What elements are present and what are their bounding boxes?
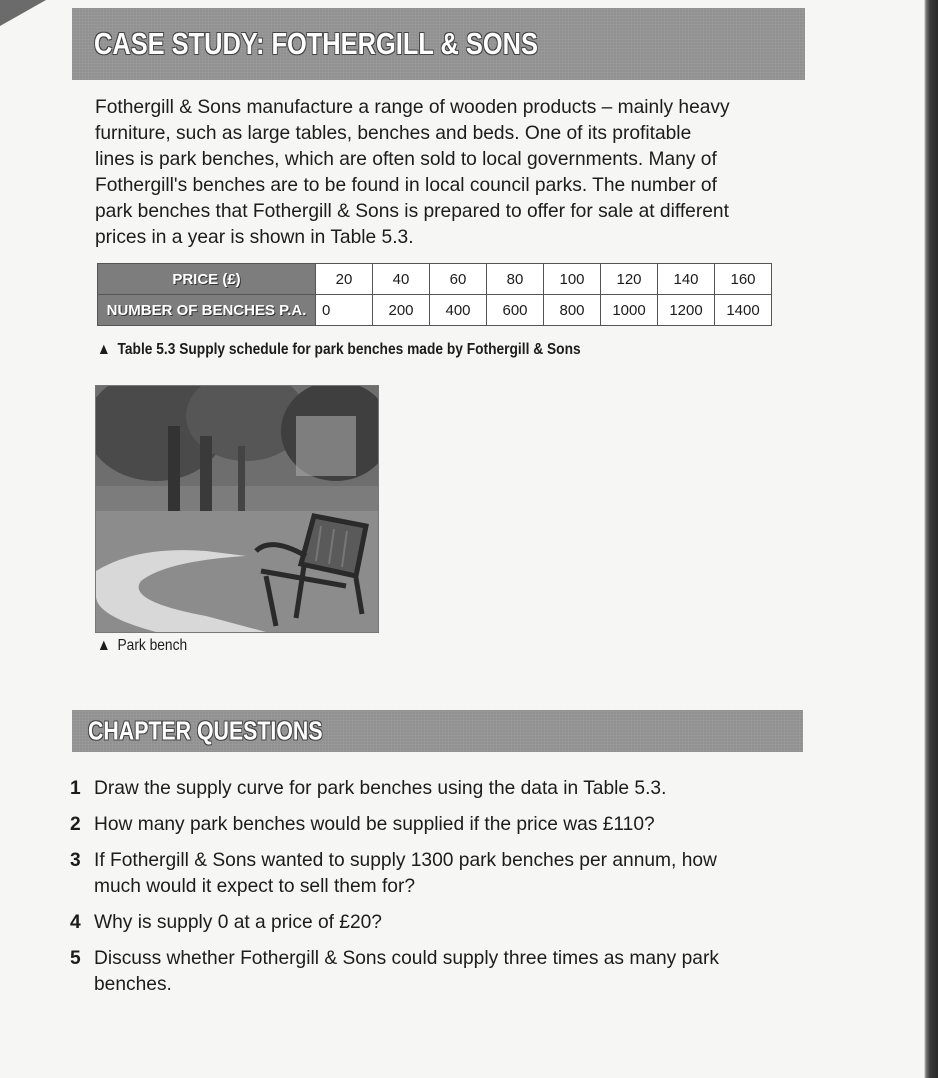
benches-cell: 600 [487, 295, 544, 326]
table-caption-text: Supply schedule for park benches made by Fothergill & Sons [179, 341, 581, 358]
question-item [70, 946, 790, 998]
question-number: 1 [70, 778, 81, 799]
price-cell: 140 [658, 264, 715, 295]
price-cell: 100 [544, 264, 601, 295]
question-text: Discuss whether Fothergill & Sons could supply three times as many park [94, 948, 719, 969]
chapter-questions-banner [72, 710, 803, 752]
paragraph-line: furniture, such as large tables, benches and beds. One of its profitable [95, 123, 692, 144]
question-number: 4 [70, 912, 81, 933]
benches-cell: 200 [373, 295, 430, 326]
park-bench-illustration [96, 386, 378, 632]
question-text: much would it expect to sell them for? [94, 876, 416, 897]
paragraph-line: prices in a year is shown in Table 5.3. [95, 227, 414, 248]
photo-caption-text: Park bench [117, 637, 188, 654]
price-row [98, 264, 772, 295]
row-header-benches: NUMBER OF BENCHES P.A. [98, 295, 316, 326]
triangle-icon: ▲ [97, 637, 111, 654]
price-cell: 20 [316, 264, 373, 295]
question-item [70, 776, 790, 802]
table-caption [97, 341, 581, 359]
question-text: Draw the supply curve for park benches using the data in Table 5.3. [94, 778, 667, 799]
price-cell: 120 [601, 264, 658, 295]
question-text: How many park benches would be supplied if the price was £110? [94, 814, 655, 835]
benches-cell: 1000 [601, 295, 658, 326]
paragraph-line: Fothergill & Sons manufacture a range of wooden products – mainly heavy [95, 97, 730, 118]
table-caption-label: Table 5.3 [117, 341, 176, 358]
photo-caption [97, 637, 187, 655]
price-cell: 80 [487, 264, 544, 295]
triangle-icon: ▲ [97, 341, 111, 358]
page-binding-edge [918, 0, 938, 1078]
question-item [70, 848, 790, 900]
question-text: benches. [94, 974, 172, 995]
question-number: 3 [70, 850, 81, 871]
question-text: Why is supply 0 at a price of £20? [94, 912, 382, 933]
benches-cell: 1400 [715, 295, 772, 326]
question-number: 5 [70, 948, 81, 969]
paragraph-line: lines is park benches, which are often sold to local governments. Many of [95, 149, 717, 170]
chapter-questions-title: CHAPTER QUESTIONS [88, 715, 323, 746]
paragraph-line: Fothergill's benches are to be found in local council parks. The number of [95, 175, 717, 196]
case-study-banner [72, 8, 805, 80]
benches-cell: 0 [316, 295, 373, 326]
price-cell: 60 [430, 264, 487, 295]
park-bench-photo [95, 385, 379, 633]
paragraph-line: park benches that Fothergill & Sons is prepared to offer for sale at different [95, 201, 729, 222]
benches-row [98, 295, 772, 326]
page-corner-mark [0, 0, 46, 26]
benches-cell: 800 [544, 295, 601, 326]
price-cell: 160 [715, 264, 772, 295]
case-study-paragraph [95, 95, 795, 251]
row-header-price: PRICE (£) [98, 264, 316, 295]
question-number: 2 [70, 814, 81, 835]
question-item [70, 910, 790, 936]
question-list [70, 776, 790, 1008]
case-study-title: CASE STUDY: FOTHERGILL & SONS [94, 26, 538, 61]
benches-cell: 400 [430, 295, 487, 326]
question-item [70, 812, 790, 838]
question-text: If Fothergill & Sons wanted to supply 1300 park benches per annum, how [94, 850, 717, 871]
benches-cell: 1200 [658, 295, 715, 326]
supply-schedule-table [97, 263, 772, 326]
price-cell: 40 [373, 264, 430, 295]
